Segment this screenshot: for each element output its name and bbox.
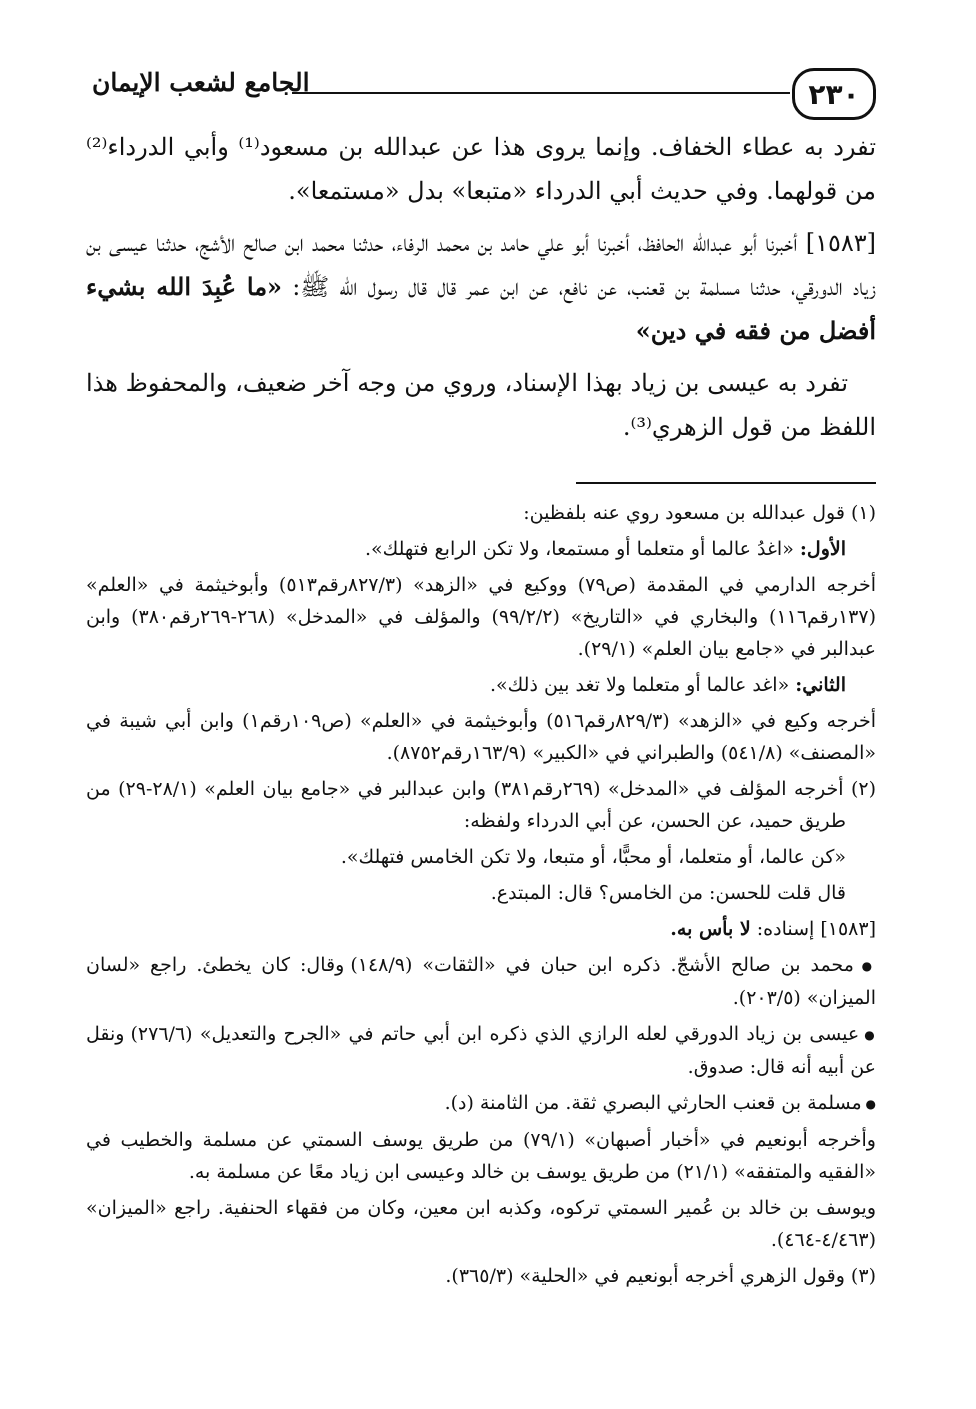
review-bullet-3: ● مسلمة بن قعنب الحارثي البصري ثقة. من الثامنة (د). — [86, 1087, 876, 1120]
isnad-review-title — [86, 913, 876, 945]
footnote-2: (٢) أخرجه المؤلف في «المدخل» (٢٦٩رقم٣٨١) وابن عبدالبر في «جامع بيان العلم» (٢٨/١-٢٩) من طريق حميد، عن الحسن، عن أبي الدرداء ولفظه: — [86, 778, 876, 832]
second-text: «اغد عالما أو متعلما ولا تغد بين ذلك». — [489, 674, 790, 696]
header-rule — [292, 92, 790, 94]
page-number: ٢٣٠ — [792, 68, 876, 120]
footnotes — [86, 497, 876, 1296]
footnote-1-first-sources: أخرجه الدارمي في المقدمة (ص٧٩) ووكيع في «الزهد» (٨٢٧/٣رقم٥١٣) وأبوخيثمة في «العلم» (١٣٧رقم١١٦) والبخاري في «التاريخ» (٩٩/٢/٢) والمؤلف في «المدخل» (٢٦٨-٢٦٩رقم٣٨٠) وابن عبدالبر في «جامع بيان العلم» (٢٩/١). — [86, 574, 877, 660]
second-label: الثاني: — [795, 674, 846, 696]
footnote-3: (٣) وقول الزهري أخرجه أبونعيم في «الحلية» (٣٦٥/٣). — [445, 1265, 876, 1287]
first-label: الأول: — [799, 538, 846, 560]
running-title: الجامع لشعب الإيمان — [92, 68, 310, 97]
hadith-text: «ما عُبِدَ الله بشيء أفضل من فقه في دين» — [86, 272, 876, 345]
review-bullet-1: ● محمد بن صالح الأشجّ. ذكره ابن حبان في «الثقات» (١٤٨/٩) وقال: كان يخطئ. راجع «لسان الميزان» (٢٠٣/٥). — [86, 949, 876, 1014]
main-paragraph-3: تفرد به عيسى بن زياد بهذا الإسناد، وروي من وجه آخر ضعيف، والمحفوظ هذا اللفظ من قول الزهري⁽³⁾. — [86, 369, 876, 441]
review-bullet-2: ● عيسى بن زياد الدورقي لعله الرازي الذي ذكره ابن أبي حاتم في «الجرح والتعديل» (٢٧٦/٦) ونقل عن أبيه أنه قال: صدوق. — [86, 1018, 876, 1083]
review-paragraph-2: ويوسف بن خالد بن عُمير السمتي تركوه، وكذبه ابن معين، وكان من فقهاء الحنفية. راجع «الميزان» (٤/٤٦٣-٤٦٤). — [86, 1197, 876, 1251]
hadith-paragraph — [86, 221, 876, 353]
main-text — [86, 125, 876, 457]
footnote-2-quote: «كن عالما، أو متعلما، أو محبًّا، أو متبعا، ولا تكن الخامس فتهلك». — [340, 846, 846, 868]
footnote-2-question: قال قلت للحسن: من الخامس؟ قال: المبتدع. — [490, 882, 846, 904]
main-paragraph-1: تفرد به عطاء الخفاف. وإنما يروى هذا عن عبدالله بن مسعود⁽¹⁾ وأبي الدرداء⁽²⁾ من قولهما. وفي حديث أبي الدرداء «متبعا» بدل «مستمعا». — [86, 133, 876, 205]
footnote-separator — [576, 482, 876, 484]
footnote-1-intro: (١) قول عبدالله بن مسعود روي عنه بلفظين: — [523, 502, 876, 524]
review-number: [١٥٨٣] إسناده: — [756, 918, 876, 940]
first-text: «اغدُ عالما أو متعلما أو مستمعا، ولا تكن الرابع فتهلك». — [364, 538, 794, 560]
isnad-text: [١٥٨٣] أخبرنا أبو عبدالله الحافظ، أخبرنا أبو علي حامد بن محمد الرفاء، حدثنا محمد ابن صالح الأشج، حدثنا عيسى بن زياد الدورقي، حدثنا مسلمة بن قعنب، عن نافع، عن ابن عمر قال قال رسول الله ﷺ: — [86, 229, 876, 301]
footnote-1-first — [86, 533, 876, 565]
footnote-1-second-sources: أخرجه وكيع في «الزهد» (٨٢٩/٣رقم٥١٦) وأبوخيثمة في «العلم» (ص١٠٩رقم١) وابن أبي شيبة في «المصنف» (٥٤١/٨) والطبراني في «الكبير» (١٦٣/٩رقم٨٧٥٢). — [86, 710, 877, 764]
review-paragraph-1: وأخرجه أبونعيم في «أخبار أصبهان» (٧٩/١) من طريق يوسف السمتي عن مسلمة والخطيب في «الفقيه والمتفقه» (٢١/١) من طريق يوسف بن خالد وعيسى ابن زياد معًا عن مسلمة به. — [86, 1129, 876, 1183]
review-verdict: لا بأس به. — [670, 918, 751, 940]
footnote-1-second — [86, 669, 876, 701]
page-header — [92, 62, 876, 118]
